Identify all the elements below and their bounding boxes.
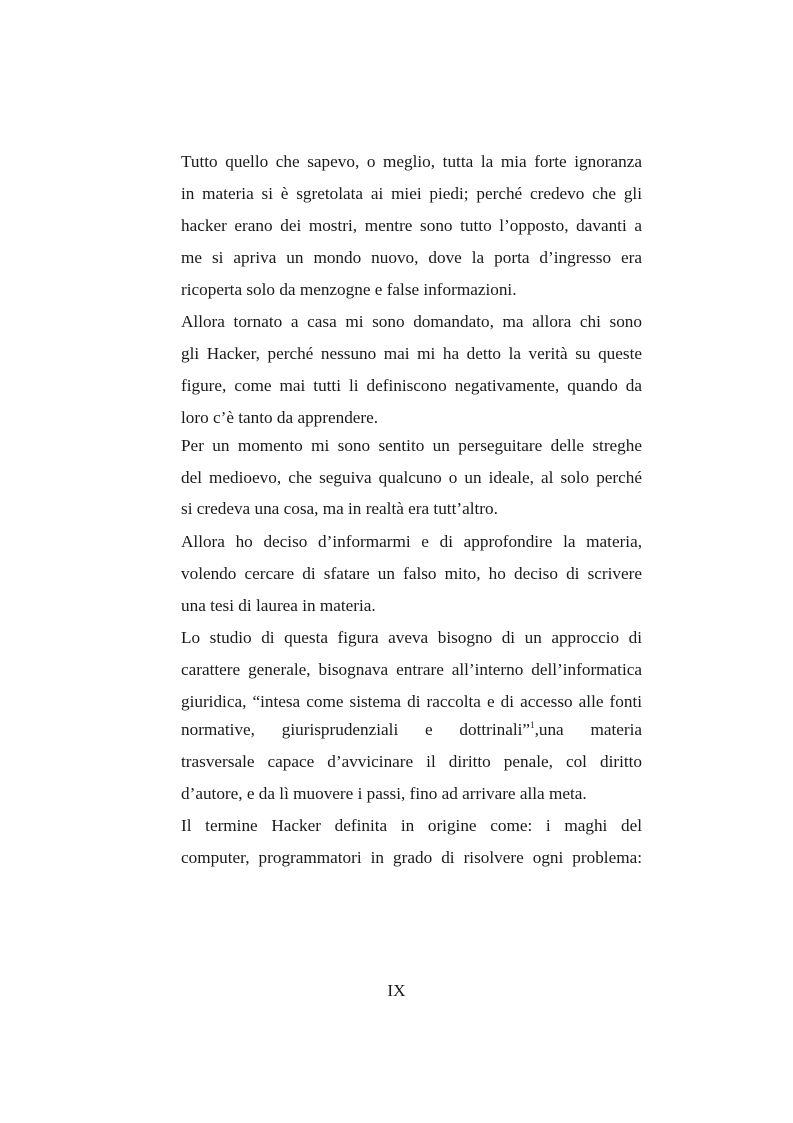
text-line: computer, programmatori in grado di risolvere ogni problema: — [181, 848, 642, 867]
text-line: del medioevo, che seguiva qualcuno o un ideale, al solo perché — [181, 468, 642, 487]
page-number: IX — [387, 981, 406, 1000]
footnote-line-after: ,una materia — [534, 720, 642, 739]
text-line: Tutto quello che sapevo, o meglio, tutta la mia forte ignoranza — [181, 152, 642, 171]
text-line: trasversale capace d’avvicinare il diritto penale, col diritto — [181, 752, 642, 771]
text-line: Il termine Hacker definita in origine come: i maghi del — [181, 816, 642, 835]
text-line: ricoperta solo da menzogne e false informazioni. — [181, 280, 517, 299]
text-line: hacker erano dei mostri, mentre sono tutto l’opposto, davanti a — [181, 216, 642, 235]
text-line: volendo cercare di sfatare un falso mito, ho deciso di scrivere — [181, 564, 642, 583]
text-line: Lo studio di questa figura aveva bisogno di un approccio di — [181, 628, 642, 647]
text-line: si credeva una cosa, ma in realtà era tutt’altro. — [181, 499, 498, 518]
text-line: gli Hacker, perché nessuno mai mi ha detto la verità su queste — [181, 344, 642, 363]
text-line: in materia si è sgretolata ai miei piedi; perché credevo che gli — [181, 184, 642, 203]
text-line: giuridica, “intesa come sistema di raccolta e di accesso alle fonti — [181, 692, 642, 711]
footnote-reference[interactable]: 1 — [530, 720, 535, 730]
text-line-with-footnote — [181, 719, 642, 741]
text-line: figure, come mai tutti li definiscono negativamente, quando da — [181, 376, 642, 395]
footnote-line-before: normative, giurisprudenziali e dottrinali” — [181, 720, 531, 739]
text-line: Allora ho deciso d’informarmi e di approfondire la materia, — [181, 532, 642, 551]
text-line: loro c’è tanto da apprendere. — [181, 408, 379, 427]
text-line: Per un momento mi sono sentito un perseguitare delle streghe — [181, 436, 642, 455]
text-line: una tesi di laurea in materia. — [181, 596, 376, 615]
text-line: d’autore, e da lì muovere i passi, fino ad arrivare alla meta. — [181, 784, 587, 803]
text-line: Allora tornato a casa mi sono domandato, ma allora chi sono — [181, 312, 642, 331]
text-line: me si apriva un mondo nuovo, dove la porta d’ingresso era — [181, 248, 642, 267]
text-line: carattere generale, bisognava entrare all’interno dell’informatica — [181, 660, 642, 679]
